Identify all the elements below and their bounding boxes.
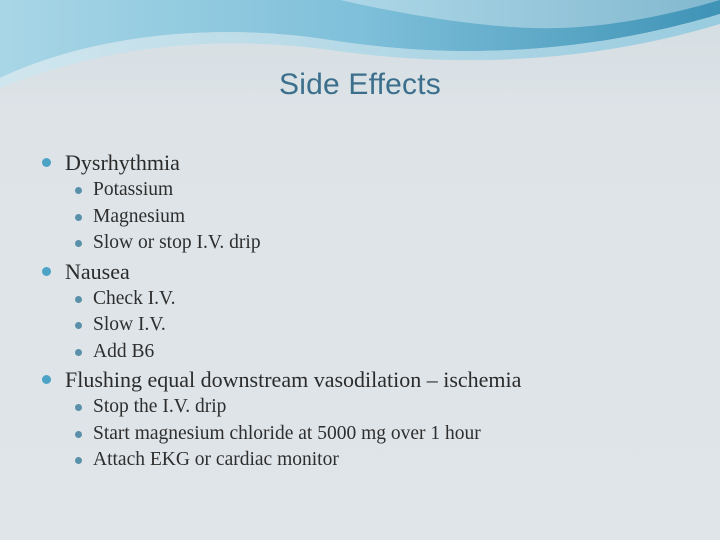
sub-bullet-text: Check I.V.	[93, 287, 176, 309]
sub-bullet-item	[65, 204, 700, 231]
bullet-dot-icon	[42, 267, 51, 276]
sub-bullet-item	[65, 339, 700, 366]
sub-bullet-item	[65, 312, 700, 339]
sub-bullet-text: Start magnesium chloride at 5000 mg over 1 hour	[93, 422, 481, 444]
sub-bullet-dot-icon	[75, 349, 82, 356]
sub-bullet-text: Stop the I.V. drip	[93, 396, 227, 417]
bullet-item-flushing	[40, 365, 700, 474]
bullet-text: Flushing equal downstream vasodilation – ischemia	[65, 367, 522, 392]
sub-bullet-text: Slow or stop I.V. drip	[93, 232, 261, 253]
bullet-dot-icon	[42, 158, 51, 167]
sub-bullet-dot-icon	[75, 404, 82, 411]
sub-bullet-item	[65, 177, 700, 204]
sub-bullet-dot-icon	[75, 214, 82, 221]
bullet-item-nausea	[40, 257, 700, 366]
sub-bullet-item	[65, 286, 700, 313]
sub-bullet-item	[65, 447, 700, 474]
slide-title: Side Effects	[279, 68, 441, 101]
sub-bullet-dot-icon	[75, 431, 82, 438]
slide-content	[40, 148, 700, 474]
sub-bullet-list	[65, 286, 700, 366]
sub-bullet-list	[65, 177, 700, 257]
sub-bullet-text: Potassium	[93, 179, 174, 200]
sub-bullet-item	[65, 394, 700, 421]
sub-bullet-item	[65, 421, 700, 448]
bullet-dot-icon	[42, 375, 51, 384]
sub-bullet-dot-icon	[75, 457, 82, 464]
bullet-text: Dysrhythmia	[65, 150, 180, 175]
bullet-item-dysrhythmia	[40, 148, 700, 257]
sub-bullet-item	[65, 230, 700, 257]
sub-bullet-dot-icon	[75, 240, 82, 247]
sub-bullet-text: Add B6	[93, 340, 155, 362]
sub-bullet-text: Magnesium	[93, 205, 186, 227]
sub-bullet-dot-icon	[75, 296, 82, 303]
sub-bullet-dot-icon	[75, 322, 82, 329]
sub-bullet-text: Attach EKG or cardiac monitor	[93, 449, 339, 470]
sub-bullet-list	[65, 394, 700, 474]
sub-bullet-dot-icon	[75, 187, 82, 194]
bullet-text: Nausea	[65, 258, 130, 284]
bullet-list	[40, 148, 700, 474]
sub-bullet-text: Slow I.V.	[93, 314, 166, 335]
